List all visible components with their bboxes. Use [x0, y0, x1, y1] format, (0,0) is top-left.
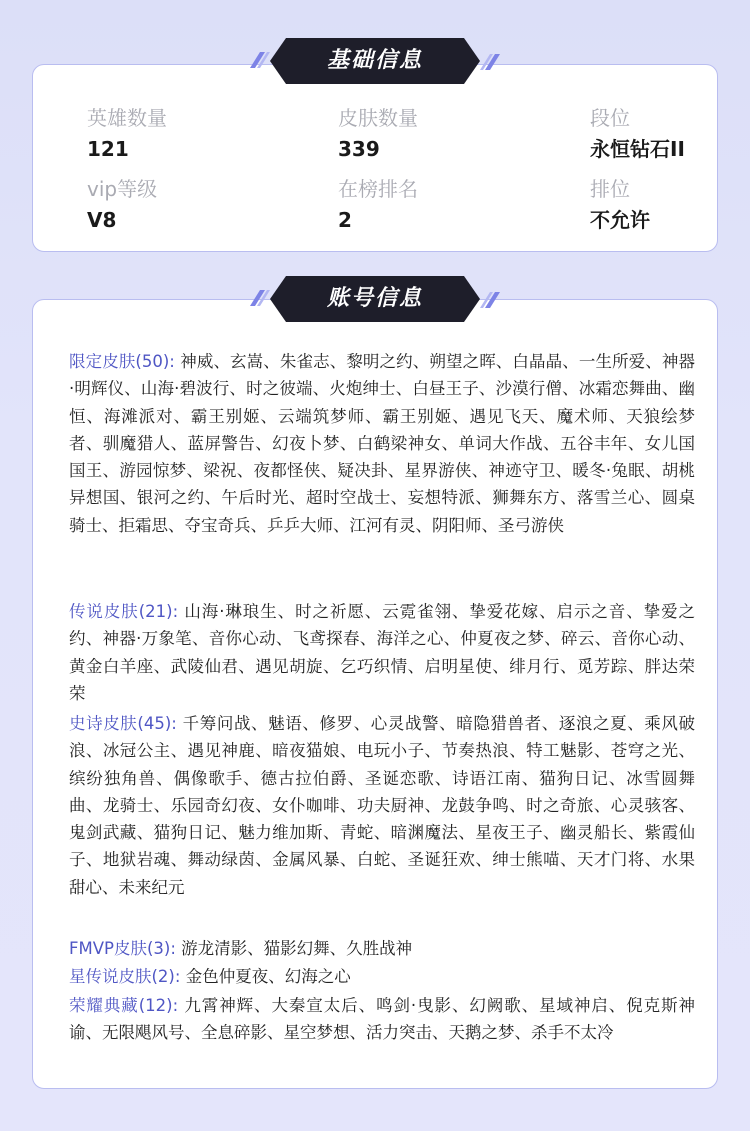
skin-list: 神威、玄嵩、朱雀志、黎明之约、朔望之晖、白晶晶、一生所爱、神器·明辉仪、山海·碧波行、时之彼端、火炮绅士、白昼王子、沙漠行僧、冰霜恋舞曲、幽恒、海滩派对、霸王别姬、云端筑梦师、霸王别姬、遇见飞天、魔术师、天狼绘梦者、驯魔猎人、蓝屏警告、幻夜卜梦、白鹤梁神女、单词大作战、五谷丰年、女儿国国王、游园惊梦、梁祝、夜都怪侠、疑决卦、星界游侠、神迹守卫、暖冬·兔眠、胡桃异想国、银河之约、午后时光、超时空战士、妄想特派、狮舞东方、落雪兰心、圆桌骑士、拒霜思、夺宝奇兵、乒乒大师、江河有灵、阴阳师、圣弓游侠: [69, 352, 696, 535]
stat-skin-count: [338, 103, 558, 164]
stat-label: 皮肤数量: [338, 106, 418, 130]
skin-category-label: 星传说皮肤(2):: [69, 967, 181, 986]
stat-ranked-permission: [590, 174, 750, 235]
skin-list: 金色仲夏夜、幻海之心: [185, 967, 351, 986]
stat-label: 英雄数量: [87, 106, 167, 130]
skin-list: 游龙清影、猫影幻舞、久胜战神: [181, 939, 413, 958]
skin-category-label: 史诗皮肤(45):: [69, 714, 177, 733]
skin-list: 九霄神辉、大秦宣太后、鸣剑·曳影、幻阙歌、星域神启、倪克斯神谕、无限飓风号、全息碎影、星空梦想、活力突击、天鹅之梦、杀手不太冷: [69, 996, 696, 1043]
stat-label: vip等级: [87, 177, 158, 201]
stat-label: 排位: [590, 177, 630, 201]
skin-group-limited: [69, 348, 695, 539]
stat-value: 不允许: [590, 208, 650, 232]
stat-value: 永恒钻石II: [590, 137, 685, 161]
skin-category-label: FMVP皮肤(3):: [69, 939, 176, 958]
basic-info-title: 基础信息: [326, 48, 423, 73]
basic-info-card: [32, 64, 718, 252]
skin-list: 山海·琳琅生、时之祈愿、云霓雀翎、挚爱花嫁、启示之音、挚爱之约、神器·万象笔、音你心动、飞鸢探春、海洋之心、仲夏夜之梦、碎云、音你心动、黄金白羊座、武陵仙君、遇见胡旋、乞巧织情、启明星使、绯月行、觅芳踪、胖达荣荣: [69, 602, 696, 703]
account-info-title: 账号信息: [326, 286, 423, 311]
stat-leaderboard-rank: [338, 174, 558, 235]
skin-category-label: 限定皮肤(50):: [69, 352, 175, 371]
stat-hero-count: [87, 103, 307, 164]
basic-info-stats: [87, 103, 707, 243]
stat-vip-level: [87, 174, 307, 235]
basic-info-banner: [248, 38, 502, 84]
account-info-card: [32, 299, 718, 1089]
stat-value: 121: [87, 137, 129, 161]
account-info-banner: [248, 276, 502, 322]
skin-category-label: 传说皮肤(21):: [69, 602, 179, 621]
stat-rank-tier: [590, 103, 750, 164]
stat-value: 339: [338, 137, 380, 161]
skin-list: 千筹问战、魅语、修罗、心灵战警、暗隐猎兽者、逐浪之夏、乘风破浪、冰冠公主、遇见神鹿、暗夜猫娘、电玩小子、节奏热浪、特工魅影、苍穹之光、缤纷独角兽、偶像歌手、德古拉伯爵、圣诞恋歌、诗语江南、猫狗日记、冰雪圆舞曲、龙骑士、乐园奇幻夜、女仆咖啡、功夫厨神、龙鼓争鸣、时之奇旅、心灵骇客、鬼剑武藏、猫狗日记、魅力维加斯、青蛇、暗渊魔法、星夜王子、幽灵船长、紫霞仙子、地狱岩魂、舞动绿茵、金属风暴、白蛇、圣诞狂欢、绅士熊喵、天才门将、水果甜心、未来纪元: [69, 714, 695, 897]
stat-label: 在榜排名: [338, 177, 418, 201]
skin-category-label: 荣耀典藏(12):: [69, 996, 179, 1015]
skin-group-legendary: [69, 598, 695, 707]
stat-value: V8: [87, 208, 117, 232]
stat-label: 段位: [590, 106, 630, 130]
skin-group-epic: [69, 710, 695, 901]
stat-value: 2: [338, 208, 352, 232]
skin-group-fmvp: [69, 935, 695, 962]
skin-group-glory-collection: [69, 992, 695, 1047]
skin-group-star-legend: [69, 963, 695, 990]
